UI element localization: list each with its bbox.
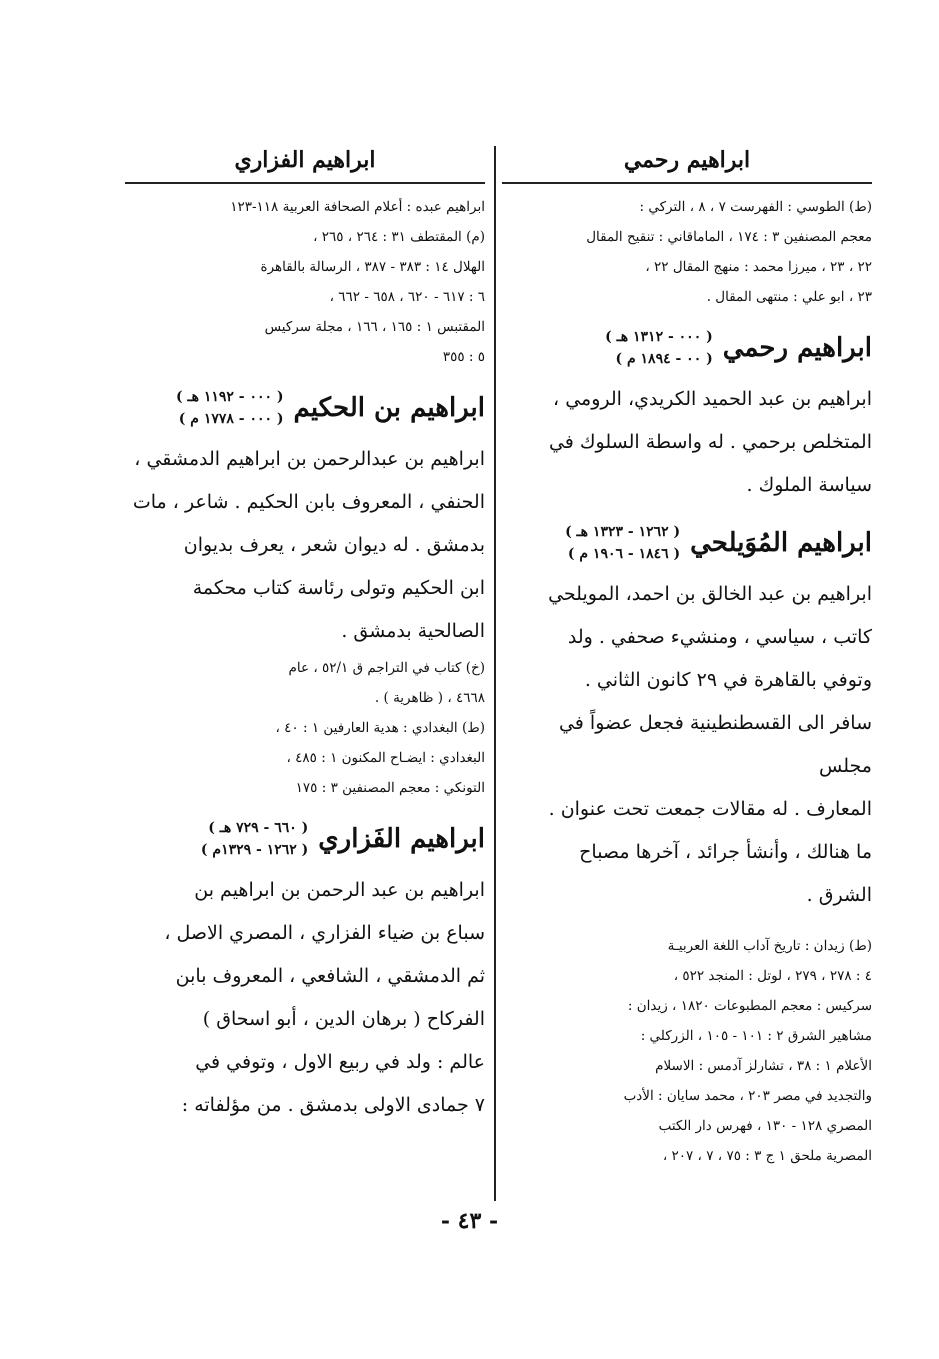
head-rule-right (502, 182, 872, 184)
body-line: ٧ جمادى الاولى بدمشق . من مؤلفاته : (181, 1094, 485, 1116)
body-line: وتوفي بالقاهرة في ٢٩ كانون الثاني . (584, 669, 872, 691)
running-head-right: ابراهيم رحمي (623, 147, 751, 173)
ref-line: (ط) الطوسي : الفهرست ٧ ، ٨ ، التركي : (639, 199, 872, 215)
date-gregorian: ( ١٨٤٦ - ١٩٠٦ م ) (567, 546, 681, 562)
body-line: سياسة الملوك . (746, 474, 872, 496)
top-references-left (125, 192, 485, 372)
entry-name: ابراهيم بن الحكيم (293, 393, 485, 423)
ref-line: التونكي : معجم المصنفين ٣ : ١٧٥ (295, 780, 485, 796)
left-column (125, 140, 485, 1127)
entry-heading (125, 386, 485, 430)
ref-line: (خ) كتاب في التراجم ق ٥٢/١ ، عام (288, 660, 485, 676)
body-line: ما هنالك ، وأنشأ جرائد ، آخرها مصباح (579, 841, 872, 863)
right-column (502, 140, 872, 1171)
body-line: الشرق . (806, 884, 872, 906)
ref-line: المصري ١٢٨ - ١٣٠ ، فهرس دار الكتب (658, 1118, 872, 1134)
body-line: عالم : ولد في ربيع الاول ، وتوفي في (195, 1051, 485, 1073)
body-line: المتخلص برحمي . له واسطة السلوك في (548, 431, 872, 453)
entry-body (125, 869, 485, 1127)
body-line: ابراهيم بن عبدالرحمن بن ابراهيم الدمشقي ، (134, 448, 485, 470)
top-references-right (502, 192, 872, 312)
body-line: ابن الحكيم وتولى رئاسة كتاب محكمة (192, 577, 485, 599)
date-hijri: ( ٠٠٠ - ١١٩٢ هـ ) (175, 389, 284, 405)
ref-line: (ط) البغدادي : هدية العارفين ١ : ٤٠ ، (275, 720, 485, 736)
head-rule-left (125, 182, 485, 184)
date-hijri: ( ١٢٦٢ - ١٣٢٣ هـ ) (565, 524, 681, 540)
ref-line: المقتبس ١ : ١٦٥ ، ١٦٦ ، مجلة سركيس (264, 319, 485, 335)
ref-line: الأعلام ١ : ٣٨ ، تشارلز آدمس : الاسلام (655, 1058, 872, 1074)
body-line: سافر الى القسطنطينية فجعل عضواً في مجلس (558, 712, 872, 777)
body-line: الصالحية بدمشق . (341, 620, 485, 642)
entry-heading (125, 817, 485, 861)
ref-line: ٥ : ٣٥٥ (442, 349, 485, 365)
body-line: بدمشق . له ديوان شعر ، يعرف بديوان (183, 534, 485, 556)
ref-line: ٢٣ ، ابو علي : منتهى المقال . (706, 289, 872, 305)
entry-dates (605, 326, 713, 370)
date-gregorian: ( ١٢٦٢ - ١٣٢٩م ) (200, 842, 309, 858)
entry-dates (201, 817, 308, 861)
ref-line: المصرية ملحق ١ ج ٣ : ٧٥ ، ٧ ، ٢٠٧ ، (662, 1148, 872, 1164)
ref-line: سركيس : معجم المطبوعات ١٨٢٠ ، زيدان : (627, 998, 872, 1014)
entry-heading (502, 326, 872, 370)
column-divider (494, 146, 496, 1201)
running-head-left: ابراهيم الفزاري (234, 147, 376, 173)
ref-line: معجم المصنفين ٣ : ١٧٤ ، الماماقاني : تنقيح المقال (586, 229, 872, 245)
ref-line: ٦ : ٦١٧ - ٦٢٠ ، ٦٥٨ - ٦٦٢ ، (329, 289, 485, 305)
ref-line: ٤ : ٢٧٨ ، ٢٧٩ ، لوتل : المنجد ٥٢٢ ، (673, 968, 872, 984)
body-line: ابراهيم بن عبد الحميد الكريدي، الرومي ، (553, 388, 872, 410)
ref-line: (ط) زيدان : تاريخ آداب اللغة العربيـة (667, 938, 872, 954)
entry-name: ابراهيم رحمي (722, 333, 872, 363)
date-hijri: ( ٦٦٠ - ٧٢٩ هـ ) (208, 820, 309, 836)
date-gregorian: ( ٠٠٠ - ١٧٧٨ م ) (178, 411, 284, 427)
entry-name: ابراهيم المُوَيلحي (690, 528, 872, 558)
entry-references (502, 931, 872, 1171)
ref-line: البغدادي : ايضـاح المكنون ١ : ٤٨٥ ، (286, 750, 485, 766)
entry-heading (502, 521, 872, 565)
body-line: سباع بن ضياء الفزاري ، المصري الاصل ، (164, 922, 485, 944)
body-line: كاتب ، سياسي ، ومنشيء صحفي . ولد (567, 626, 872, 648)
ref-line: ابراهيم عبده : أعلام الصحافة العربية ١١٨-١٢٣ (230, 199, 485, 215)
date-gregorian: ( ٠٠ - ١٨٩٤ م ) (615, 351, 713, 367)
entry-dates (565, 521, 680, 565)
ref-line: مشاهير الشرق ٢ : ١٠١ - ١٠٥ ، الزركلي : (640, 1028, 872, 1044)
entry-body (502, 378, 872, 507)
entry-dates (176, 386, 284, 430)
ref-line: ٢٢ ، ٢٣ ، ميرزا محمد : منهج المقال ٢٢ ، (645, 259, 872, 275)
entry-body (502, 573, 872, 917)
entry-name: ابراهيم الفَزاري (318, 824, 485, 854)
page-number: - ٤٣ - (440, 1208, 499, 1234)
body-line: ابراهيم بن عبد الرحمن بن ابراهيم بن (194, 879, 485, 901)
body-line: المعارف . له مقالات جمعت تحت عنوان . (548, 798, 872, 820)
ref-line: (م) المقتطف ٣١ : ٢٦٤ ، ٢٦٥ ، (313, 229, 485, 245)
body-line: الفركاح ( برهان الدين ، أبو اسحاق ) (202, 1008, 485, 1030)
ref-line: الهلال ١٤ : ٣٨٣ - ٣٨٧ ، الرسالة بالقاهرة (260, 259, 485, 275)
body-line: ابراهيم بن عبد الخالق بن احمد، المويلحي (548, 583, 872, 605)
body-line: الحنفي ، المعروف بابن الحكيم . شاعر ، مات (132, 491, 485, 513)
body-line: ثم الدمشقي ، الشافعي ، المعروف بابن (175, 965, 485, 987)
ref-line: ٤٦٦٨ ، ( ظاهرية ) . (374, 690, 485, 706)
date-hijri: ( ٠٠٠ - ١٣١٢ هـ ) (605, 329, 713, 345)
entry-body (125, 438, 485, 653)
entry-references (125, 653, 485, 803)
ref-line: والتجديد في مصر ٢٠٣ ، محمد سايان : الأدب (623, 1088, 872, 1104)
